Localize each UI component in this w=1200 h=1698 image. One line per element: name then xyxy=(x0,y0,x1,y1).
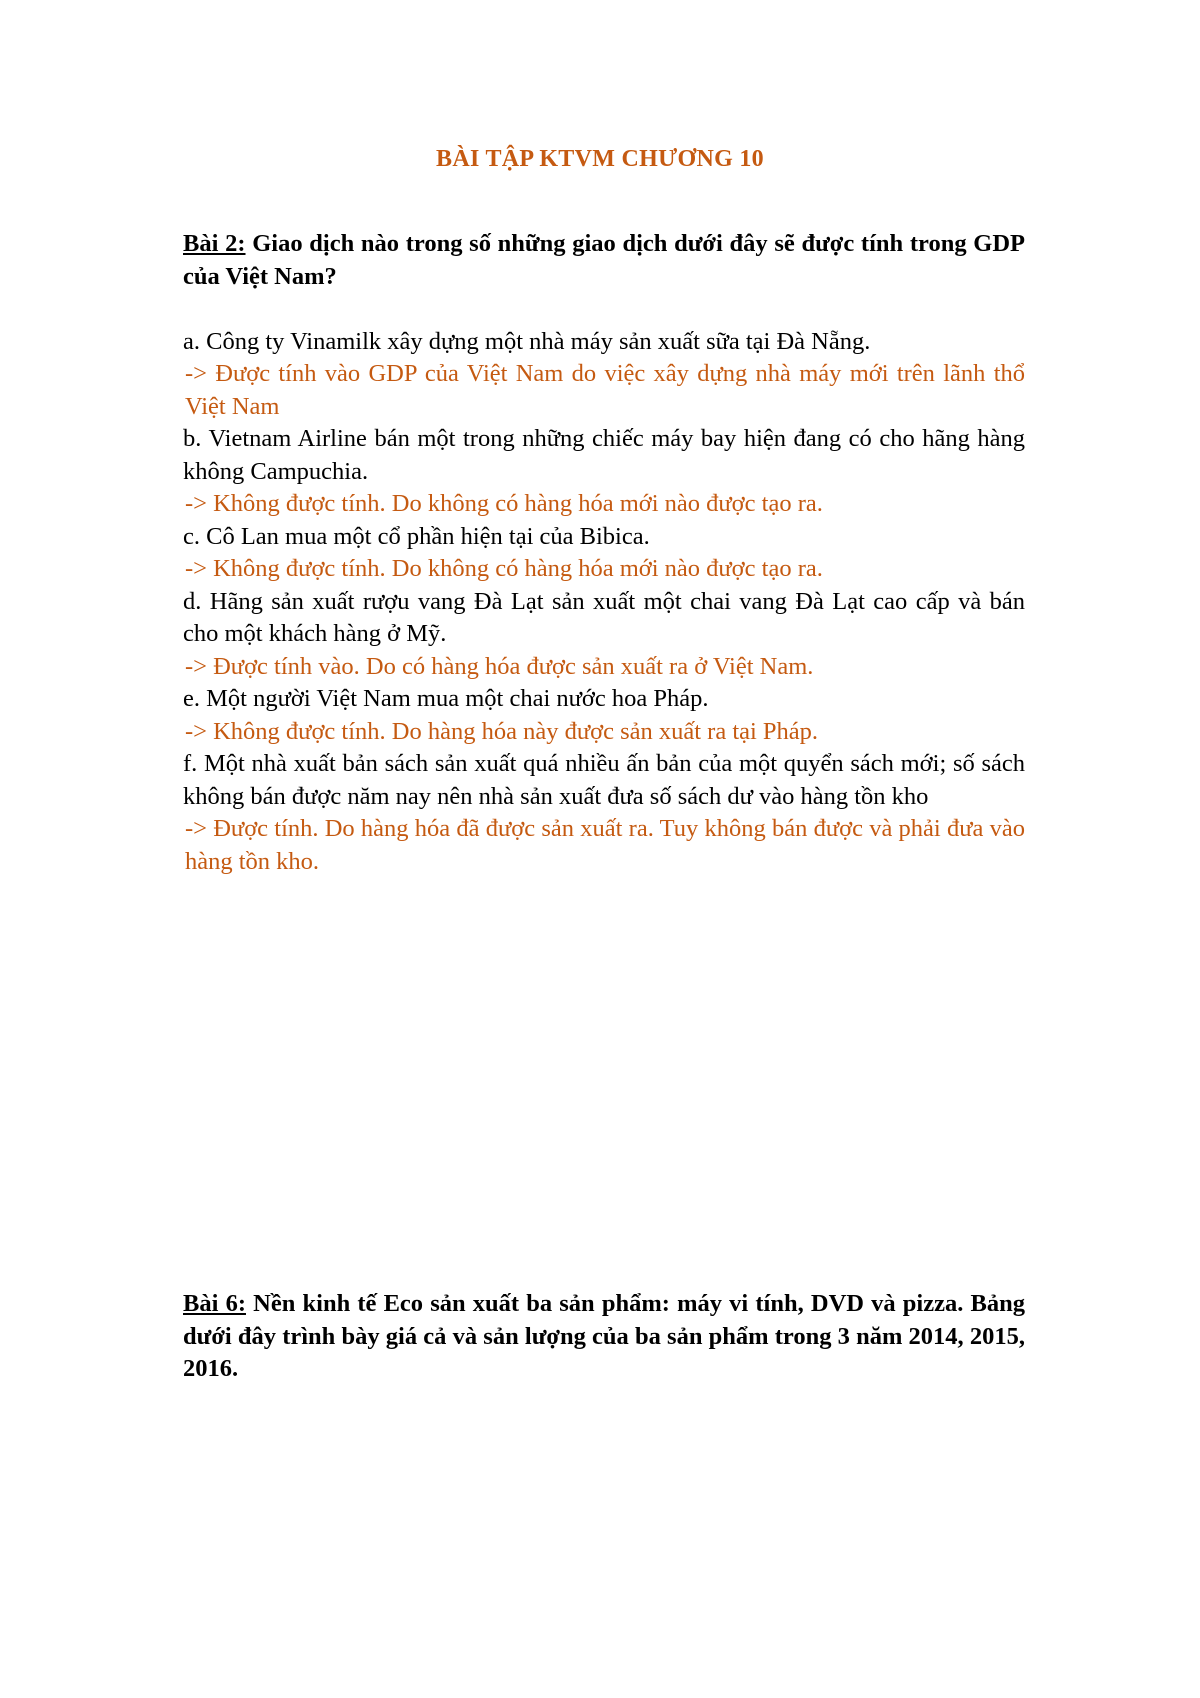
item-d: d. Hãng sản xuất rượu vang Đà Lạt sản xuất một chai vang Đà Lạt cao cấp và bán cho một khách hàng ở Mỹ. xyxy=(183,587,1025,647)
bai2-label: Bài 2: xyxy=(183,230,246,257)
bai6-question-text: Nền kinh tế Eco sản xuất ba sản phẩm: máy vi tính, DVD và pizza. Bảng dưới đây trình bày giá cả và sản lượng của ba sản phẩm trong 3 năm 2014, 2015, 2016. xyxy=(183,1290,1025,1382)
answer-f: -> Được tính. Do hàng hóa đã được sản xuất ra. Tuy không bán được và phải đưa vào hàng tồn kho. xyxy=(185,815,1025,875)
bai6-question xyxy=(183,1288,1025,1386)
bai6-label: Bài 6: xyxy=(183,1290,246,1317)
item-f: f. Một nhà xuất bản sách sản xuất quá nhiều ấn bản của một quyển sách mới; số sách không bán được năm nay nên nhà sản xuất đưa số sách dư vào hàng tồn kho xyxy=(183,750,1025,810)
answer-a: -> Được tính vào GDP của Việt Nam do việc xây dựng nhà máy mới trên lãnh thổ Việt Nam xyxy=(185,360,1025,420)
item-b: b. Vietnam Airline bán một trong những chiếc máy bay hiện đang có cho hãng hàng không Campuchia. xyxy=(183,425,1025,485)
answer-b: -> Không được tính. Do không có hàng hóa mới nào được tạo ra. xyxy=(185,490,823,517)
item-c: c. Cô Lan mua một cổ phần hiện tại của Bibica. xyxy=(183,522,650,550)
bai2-question xyxy=(183,228,1025,293)
page-title: BÀI TẬP KTVM CHƯƠNG 10 xyxy=(436,146,764,172)
bai6-section xyxy=(183,1288,1025,1386)
answer-c: -> Không được tính. Do không có hàng hóa mới nào được tạo ra. xyxy=(185,555,823,582)
item-list xyxy=(183,326,1025,879)
item-e: e. Một người Việt Nam mua một chai nước hoa Pháp. xyxy=(183,685,709,712)
answer-e: -> Không được tính. Do hàng hóa này được sản xuất ra tại Pháp. xyxy=(185,717,819,745)
bai2-question-text: Giao dịch nào trong số những giao dịch dưới đây sẽ được tính trong GDP của Việt Nam? xyxy=(183,230,1025,290)
answer-d: -> Được tính vào. Do có hàng hóa được sản xuất ra ở Việt Nam. xyxy=(185,652,814,680)
item-a: a. Công ty Vinamilk xây dựng một nhà máy sản xuất sữa tại Đà Nẵng. xyxy=(183,327,871,355)
bai2-section xyxy=(183,228,1025,878)
